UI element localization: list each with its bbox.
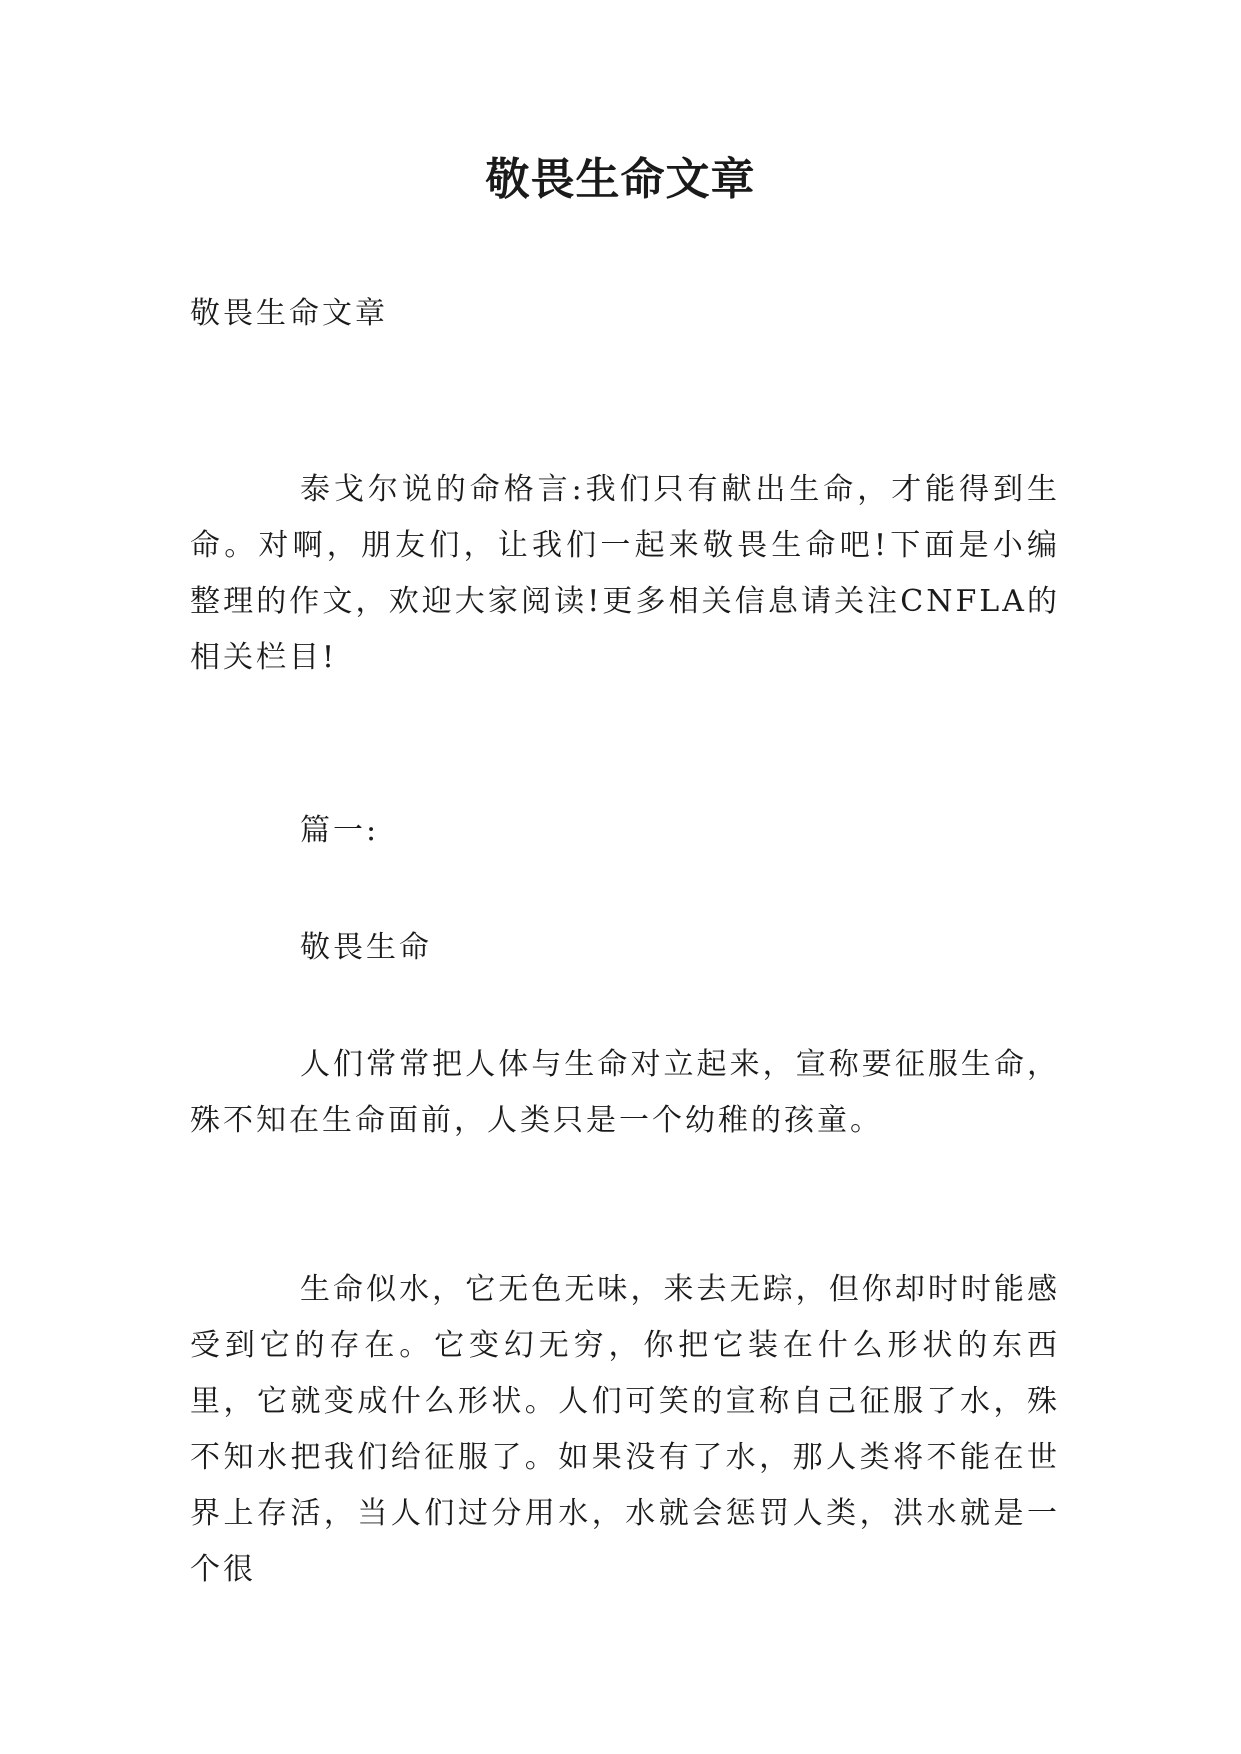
- section-label: 篇一:: [300, 813, 380, 848]
- body-paragraph-1: 人们常常把人体与生命对立起来，宣称要征服生命，殊不知在生命面前，人类只是一个幼稚的孩童。: [190, 1047, 1060, 1138]
- document-title: 敬畏生命文章: [485, 154, 756, 205]
- body-paragraph-2: 生命似水，它无色无味，来去无踪，但你却时时能感受到它的存在。它变幻无穷，你把它装在什么形状的东西里，它就变成什么形状。人们可笑的宣称自己征服了水，殊不知水把我们给征服了。如果没有了水，那人类将不能在世界上存活，当人们过分用水，水就会惩罚人类，洪水就是一个很: [190, 1272, 1060, 1587]
- section-title: 敬畏生命: [300, 930, 432, 965]
- intro-paragraph: 泰戈尔说的命格言:我们只有献出生命，才能得到生命。对啊，朋友们，让我们一起来敬畏生命吧!下面是小编整理的作文，欢迎大家阅读!更多相关信息请关注CNFLA的相关栏目!: [190, 472, 1060, 675]
- document-subtitle: 敬畏生命文章: [190, 296, 388, 331]
